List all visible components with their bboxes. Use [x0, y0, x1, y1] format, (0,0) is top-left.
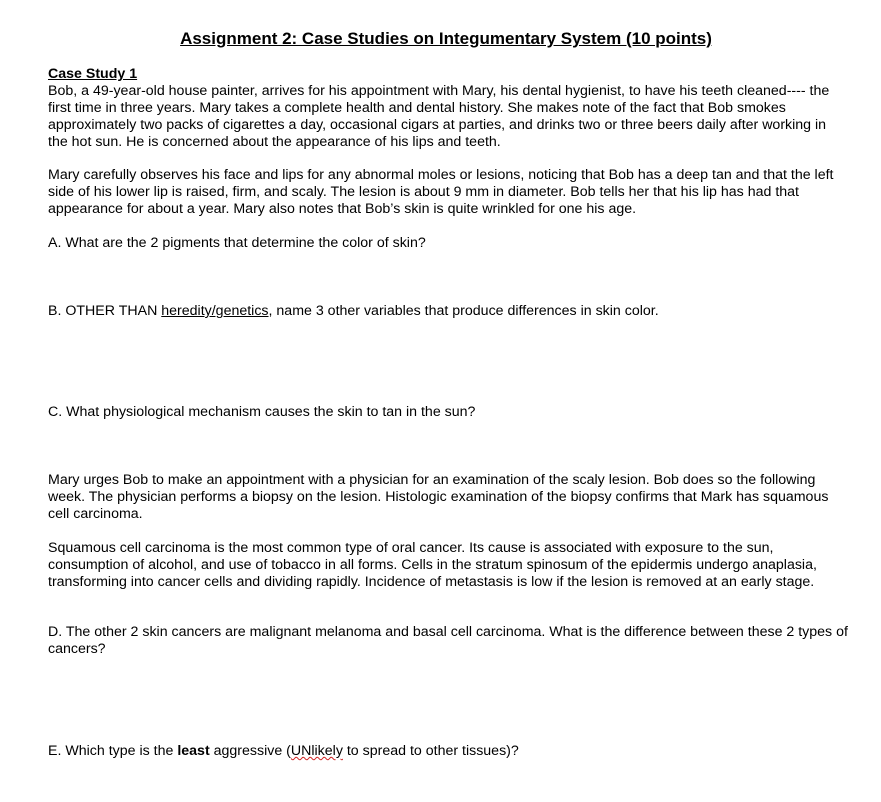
question-b-prefix: B. OTHER THAN: [48, 303, 162, 319]
question-e-spellcheck-word: UNlikely: [290, 743, 343, 759]
question-b-suffix: , name 3 other variables that produce differences in skin color.: [268, 303, 659, 319]
question-e: [48, 743, 848, 760]
question-a: A. What are the 2 pigments that determine the color of skin?: [48, 235, 426, 251]
question-e-suffix: to spread to other tissues)?: [342, 743, 519, 759]
case-study-heading: Case Study 1: [48, 66, 138, 82]
case-paragraph-3: Mary urges Bob to make an appointment with a physician for an examination of the scaly lesion. Bob does so the following week. The physician performs a biopsy on the lesion. Histologic examination of the biopsy confirms that Mark has squamous cell carcinoma.: [48, 472, 829, 522]
question-b: [48, 303, 848, 320]
case-paragraph-1: Bob, a 49-year-old house painter, arrives for his appointment with Mary, his dental hygienist, to have his teeth cleaned---- the first time in three years. Mary takes a complete health and dental history. She makes note of the fact that Bob smokes approximately two packs of cigarettes a day, occasional cigars at parties, and drinks two or three beers daily after working in the hot sun. He is concerned about the appearance of his lips and teeth.: [48, 83, 830, 150]
question-e-middle: aggressive (: [209, 743, 291, 759]
case-study-intro: [48, 66, 848, 151]
question-e-bold: least: [177, 743, 210, 759]
question-e-prefix: E. Which type is the: [48, 743, 178, 759]
case-paragraph-2: Mary carefully observes his face and lips for any abnormal moles or lesions, noticing that Bob has a deep tan and that the left side of his lower lip is raised, firm, and scaly. The lesion is about 9 mm in diameter. Bob tells her that his lip has had that appearance for about a year. Mary also notes that Bob’s skin is quite wrinkled for one his age.: [48, 167, 834, 217]
question-c: C. What physiological mechanism causes the skin to tan in the sun?: [48, 404, 476, 420]
question-d: D. The other 2 skin cancers are malignant melanoma and basal cell carcinoma. What is the difference between these 2 types of cancers?: [48, 624, 848, 657]
assignment-title: Assignment 2: Case Studies on Integumentary System (10 points): [180, 29, 712, 48]
question-b-underlined: heredity/genetics: [161, 303, 269, 319]
case-paragraph-4: Squamous cell carcinoma is the most common type of oral cancer. Its cause is associated with exposure to the sun, consumption of alcohol, and use of tobacco in all forms. Cells in the stratum spinosum of the epidermis undergo anaplasia, transforming into cancer cells and dividing rapidly. Incidence of metastasis is low if the lesion is removed at an early stage.: [48, 540, 817, 590]
